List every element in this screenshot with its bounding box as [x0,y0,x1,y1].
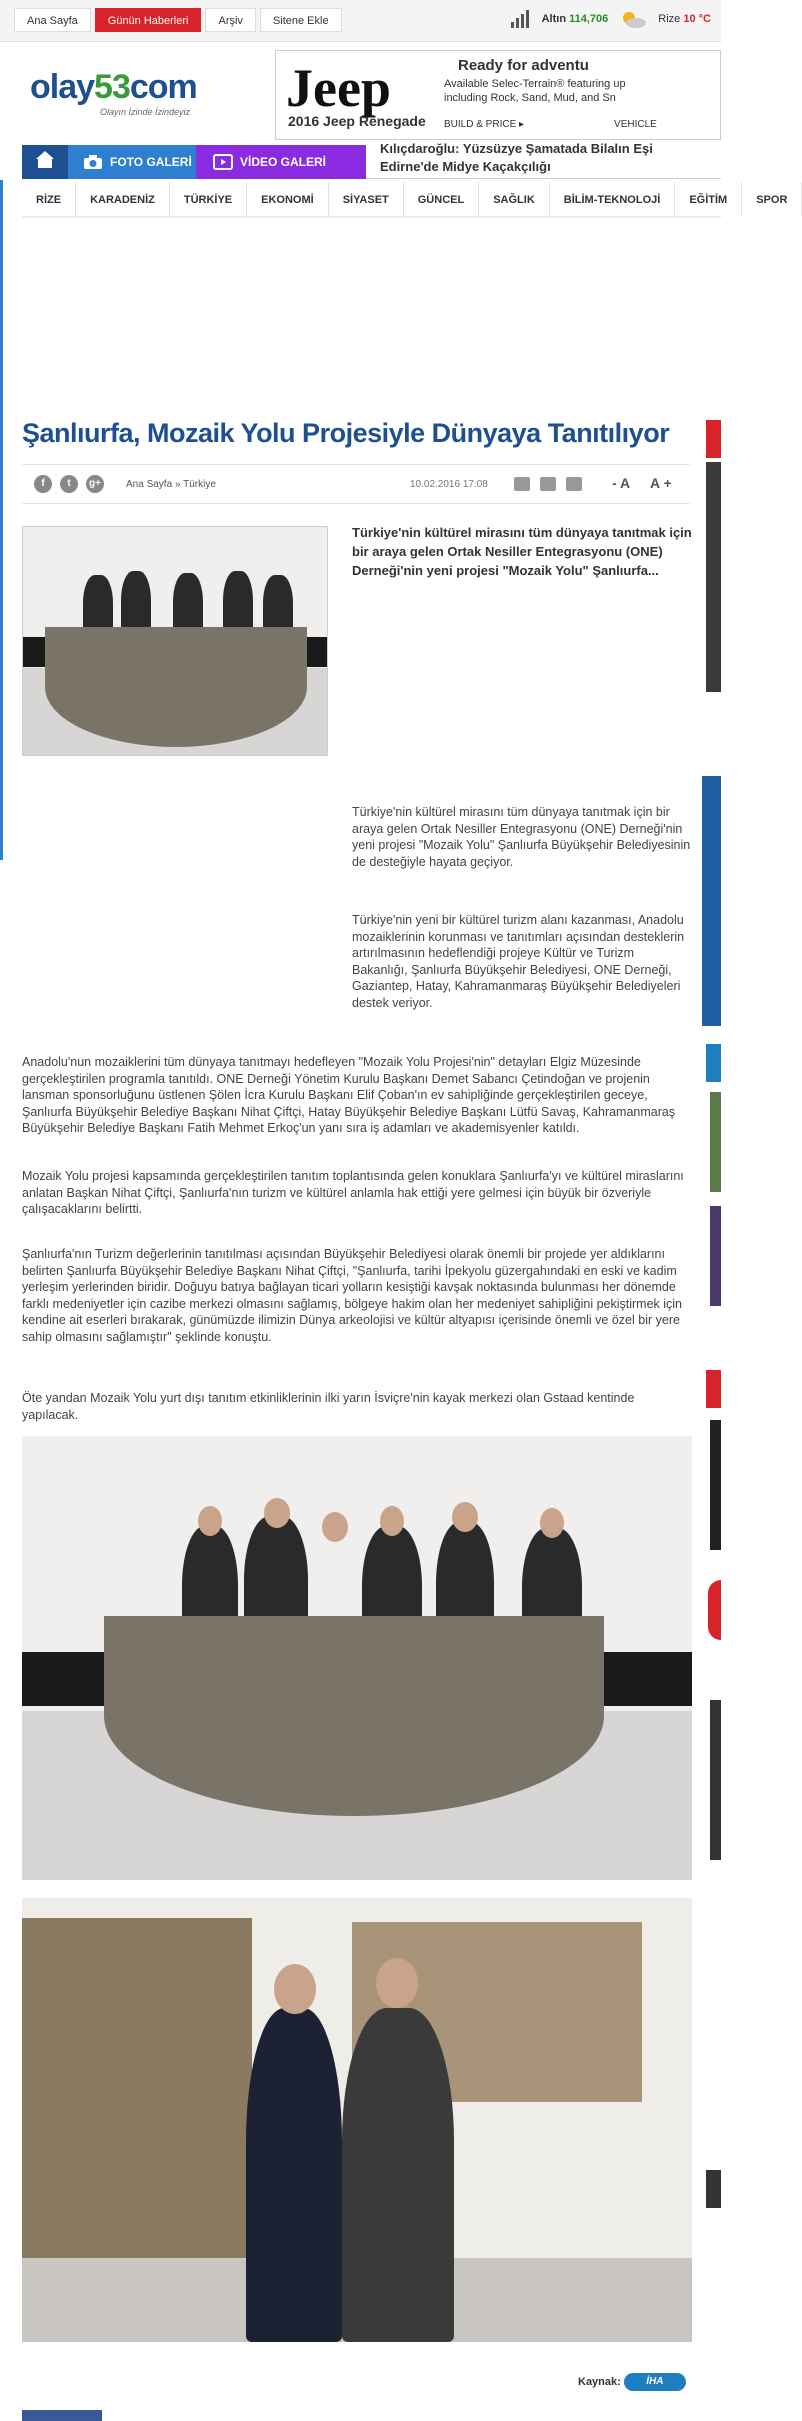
sidebar-red-circle[interactable] [708,1580,721,1640]
facebook-share-button[interactable] [22,2410,102,2421]
logo-number: 53 [94,68,130,106]
ad-headline: Ready for adventu [458,57,589,74]
twitter-icon[interactable]: t [60,475,78,493]
ad-build-price[interactable]: BUILD & PRICE ▸ [444,119,525,130]
article-photo-3[interactable] [22,1898,692,2342]
ad-vehicle[interactable]: VEHICLE [614,119,657,130]
archive-link[interactable]: Arşiv [205,8,255,32]
top-bar [0,0,721,42]
camera-icon [84,155,102,169]
photo-gallery-tab[interactable] [68,145,196,179]
video-gallery-tab[interactable] [196,145,366,179]
sidebar-red-tab-1[interactable] [706,420,721,458]
news-ticker[interactable] [366,141,721,179]
chart-bars-icon[interactable] [510,10,532,28]
ticker-item-1[interactable]: Kılıçdaroğlu: Yüzsüzye Şamatada Bilalın Eşi [380,141,653,156]
video-gallery-label: VİDEO GALERİ [240,155,327,169]
sidebar-blue-tab[interactable] [706,1044,721,1082]
font-decrease-button[interactable]: - A [612,475,631,491]
main-navbar [22,141,721,179]
home-icon[interactable] [22,145,68,179]
cat-karadeniz[interactable]: KARADENİZ [76,182,170,216]
article-paragraph-2: Türkiye'nin yeni bir kültürel turizm alanı kazanması, Anadolu mozaiklerinin korunması ve tanıtımları açısından desteklerin artırılmasının hedeflendiği projeye Kültür ve Turizm Bakanlığı, Şanlıurfa Büyükşehir Belediyesi, ONE Derneği, Gaziantep, Hatay, Kahramanmaraş Büyükşehir Belediyeleri destek veriyor. [352,913,685,1010]
cat-ekonomi[interactable]: EKONOMİ [247,182,329,216]
google-plus-icon[interactable]: g+ [86,475,104,493]
jeep-ad-banner[interactable] [275,50,721,140]
cat-spor[interactable]: SPOR [742,182,802,216]
article-title: Şanlıurfa, Mozaik Yolu Projesiyle Dünyaya Tanıtılıyor [22,418,670,448]
weather [658,13,711,25]
article-date: 10.02.2016 17:08 [410,479,488,490]
cat-rize[interactable]: RİZE [22,182,76,216]
sidebar-red-tab-2[interactable] [706,1370,721,1408]
gold-value: 114,706 [569,13,609,25]
gold-label: Altın [541,13,567,25]
sidebar-thumb-3[interactable] [710,1420,721,1550]
weather-sun-cloud-icon [618,9,648,29]
cat-guncel[interactable]: GÜNCEL [404,182,479,216]
article-paragraph-5: Şanlıurfa'nın Turizm değerlerinin tanıtılması açısından Büyükşehir Belediyesi olarak önemli bir projede yer aldıklarını belirten Şanlıurfa Büyükşehir Belediye Başkanı Nihat Çiftçi, "Şanlıurfa, tarihi İpekyolu güzergahındaki en eski ve kadim yerleşim yerlerinden biridir. Doğuyu batıya bağlayan ticari yolların kesiştiği kavşak noktasında bulunması her dönemde farklı medeniyetler için cazibe merkezi olmasını sağlamış, bölgeye hakim olan her medeniyet sahipliğini pekiştirmek için kendine ait eserleri bırakarak, günümüzde ilimizin Dünya arkeolojisi ve kültür altyapısı içerisinde önemli ve özel bir yere sahip olmasını sağlamıştır" şeklinde konuştu. [22,1247,683,1344]
ticker-item-2[interactable]: Edirne'de Midye Kaçakçılığı [380,159,551,174]
source [578,2373,686,2391]
print-icon[interactable] [566,477,582,491]
top-links [14,8,342,32]
sidebar-thumb-1[interactable] [710,1092,721,1192]
ad-desc-line2: including Rock, Sand, Mud, and Sn [444,92,616,104]
weather-city: Rize [658,13,681,25]
logo-main: olay [30,68,95,106]
article-lead: Türkiye'nin kültürel mirasını tüm dünyaya tanıtmak için bir araya gelen Ortak Nesiller Entegrasyonu (ONE) Derneği'nin yeni projesi "Mozaik Yolu" Şanlıurfa... [352,525,692,578]
comment-icon[interactable] [514,477,530,491]
cat-bilim-teknoloji[interactable]: BİLİM-TEKNOLOJİ [550,182,676,216]
sidebar-ad-blue[interactable] [702,776,721,1026]
logo-tagline: Olayın İzinde İzindeyiz [100,107,191,117]
email-icon[interactable] [540,477,556,491]
breadcrumb-sep: » [174,479,181,490]
add-to-site-link[interactable]: Sitene Ekle [260,8,342,32]
cat-turkiye[interactable]: TÜRKİYE [170,182,247,216]
ad-brand: Jeep [286,58,391,118]
category-nav [22,182,788,218]
photo-gallery-label: FOTO GALERİ [110,155,192,169]
facebook-icon[interactable]: f [34,475,52,493]
todays-news-link[interactable]: Günün Haberleri [95,8,202,32]
ad-desc-line1: Available Selec-Terrain® featuring up [444,78,626,90]
font-increase-button[interactable]: A + [650,475,672,491]
sidebar-thumb-4[interactable] [710,1700,721,1860]
article-paragraph-4: Mozaik Yolu projesi kapsamında gerçekleştirilen tanıtım toplantısında gelen konuklara Şanlıurfa'yı ve kültürel miraslarını anlatan Başkan Nihat Çiftçi, Şanlıurfa'nın turizm ve kültürel anlamla hak ettiği yere gelmesi için büyük bir özveriyle çalışacaklarını belirtti. [22,1169,684,1216]
article-toolbar [22,464,690,504]
breadcrumb [126,479,216,490]
logo-tld: com [129,68,197,106]
ad-desc [444,77,626,105]
site-logo[interactable] [30,68,250,126]
breadcrumb-category[interactable]: Türkiye [183,479,216,490]
source-logo[interactable]: İHA [624,2373,686,2391]
cat-siyaset[interactable]: SİYASET [329,182,404,216]
video-icon [214,155,232,169]
article-paragraph-1: Türkiye'nin kültürel mirasını tüm dünyaya tanıtmak için bir araya gelen Ortak Nesiller Entegrasyonu (ONE) Derneği'nin yeni projesi "Mozaik Yolu" Şanlıurfa Büyükşehir Belediyesinin de desteğiyle hayata geçiyor. [352,805,691,869]
article-paragraph-6: Öte yandan Mozaik Yolu yurt dışı tanıtım etkinliklerinin ilki yarın İsviçre'nin kayak merkezi olan Gstaad kentinde yapılacak. [22,1391,635,1422]
home-link[interactable]: Ana Sayfa [14,8,91,32]
sidebar-thumb-2[interactable] [710,1206,721,1306]
left-edge-blue-line [0,180,3,860]
source-label: Kaynak: [578,2375,621,2388]
market-weather [510,9,711,29]
cat-saglik[interactable]: SAĞLIK [479,182,550,216]
sidebar-dark-tab[interactable] [706,2170,721,2208]
sidebar-image-1[interactable] [706,462,721,692]
breadcrumb-home[interactable]: Ana Sayfa [126,479,173,490]
cat-egitim[interactable]: EĞİTİM [675,182,742,216]
ad-model: 2016 Jeep Renegade [288,113,426,129]
article-photo-2[interactable] [22,1436,692,1880]
gold-price [542,13,609,25]
weather-temp: 10 °C [683,13,711,25]
lead-photo[interactable] [22,526,328,756]
article-paragraph-3: Anadolu'nun mozaiklerini tüm dünyaya tanıtmayı hedefleyen "Mozaik Yolu Projesi'nin" detayları Elgiz Müzesinde gerçekleştirilen programla tanıtıldı. ONE Derneği Yönetim Kurulu Başkanı Demet Sabancı Çetindoğan ve projenin lansman sponsorluğunu üstlenen Şölen İcra Kurulu Başkanı Elif Çoban'ın ev sahipliğinde gerçekleştirilen geceye, Şanlıurfa Büyükşehir Belediye Başkanı Nihat Çiftçi, Hatay Büyükşehir Belediye Başkanı Lütfü Savaş, Kahramanmaraş Büyükşehir Belediye Başkanı Fatih Mehmet Erkoç'un yanı sıra iş adamları ve akademisyenler katıldı. [22,1055,676,1135]
ad-cta [444,119,657,130]
